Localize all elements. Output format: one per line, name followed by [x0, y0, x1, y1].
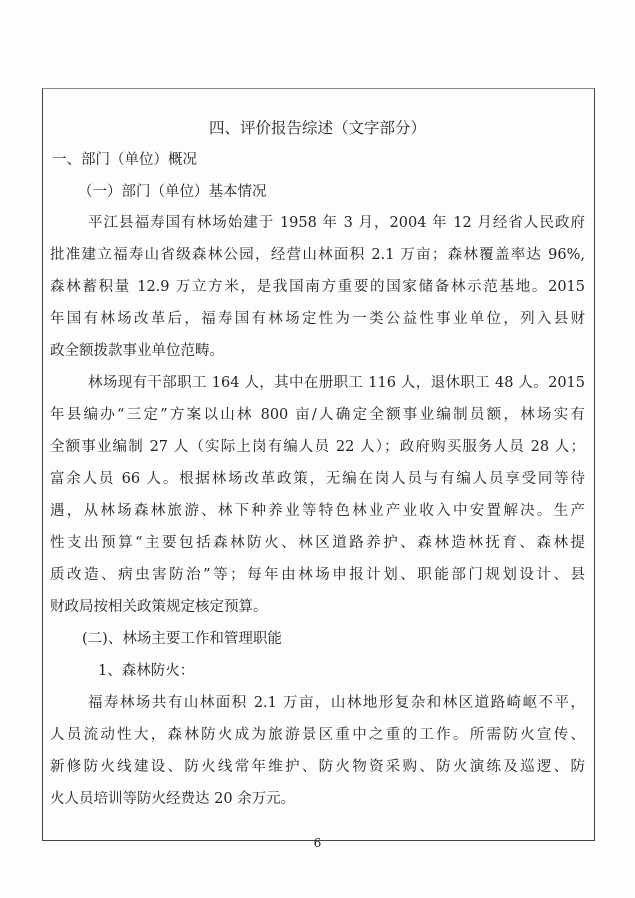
paragraph-line: 火人员培训等防火经费达 20 余万元。: [50, 791, 296, 807]
paragraph-line: 性支出预算“主要包括森林防火、林区道路养护、森林造林抚育、森林提: [50, 535, 585, 551]
section-heading: 一、部门（单位）概况: [52, 152, 197, 168]
paragraph-line: 质改造、病虫害防治”等；每年由林场申报计划、职能部门规划设计、县: [50, 567, 585, 583]
paragraph-line: 批准建立福寿山省级森林公园，经营山林面积 2.1 万亩；森林覆盖率达 96%,: [50, 247, 585, 263]
paragraph-line: 财政局按相关政策规定核定预算。: [50, 599, 268, 615]
subsection-heading: (二)、林场主要工作和管理职能: [82, 631, 282, 647]
paragraph-line: 年县编办“三定”方案以山林 800 亩/人确定全额事业编制员额，林场实有: [50, 407, 585, 423]
paragraph-line: 遇，从林场森林旅游、林下种养业等特色林业产业收入中安置解决。生产: [50, 503, 585, 519]
report-title: 四、评价报告综述（文字部分）: [208, 119, 426, 137]
paragraph-line: 年国有林场改革后，福寿国有林场定性为一类公益性事业单位，列入县财: [50, 311, 585, 327]
paragraph-line: 森林蓄积量 12.9 万立方米，是我国南方重要的国家储备林示范基地。2015: [50, 279, 585, 295]
paragraph-line: 政全额拨款事业单位范畴。: [50, 343, 224, 359]
paragraph-line: 新修防火线建设、防火线常年维护、防火物资采购、防火演练及巡逻、防: [50, 759, 585, 775]
paragraph-line: 全额事业编制 27 人（实际上岗有编人员 22 人）；政府购买服务人员 28 人；: [50, 439, 585, 455]
paragraph-line: 福寿林场共有山林面积 2.1 万亩，山林地形复杂和林区道路崎岖不平，: [88, 695, 585, 711]
paragraph-line: 林场现有干部职工 164 人，其中在册职工 116 人，退休职工 48 人。2015: [88, 375, 585, 391]
page-number: 6: [313, 836, 322, 850]
paragraph-line: 人员流动性大，森林防火成为旅游景区重中之重的工作。所需防火宣传、: [50, 727, 585, 743]
paragraph-line: 平江县福寿国有林场始建于 1958 年 3 月，2004 年 12 月经省人民政府: [88, 215, 585, 231]
paragraph-line: 富余人员 66 人。根据林场改革政策，无编在岗人员与有编人员享受同等待: [50, 471, 585, 487]
item-heading: 1、森林防火：: [98, 663, 195, 679]
subsection-heading: （一）部门（单位）基本情况: [78, 184, 267, 200]
